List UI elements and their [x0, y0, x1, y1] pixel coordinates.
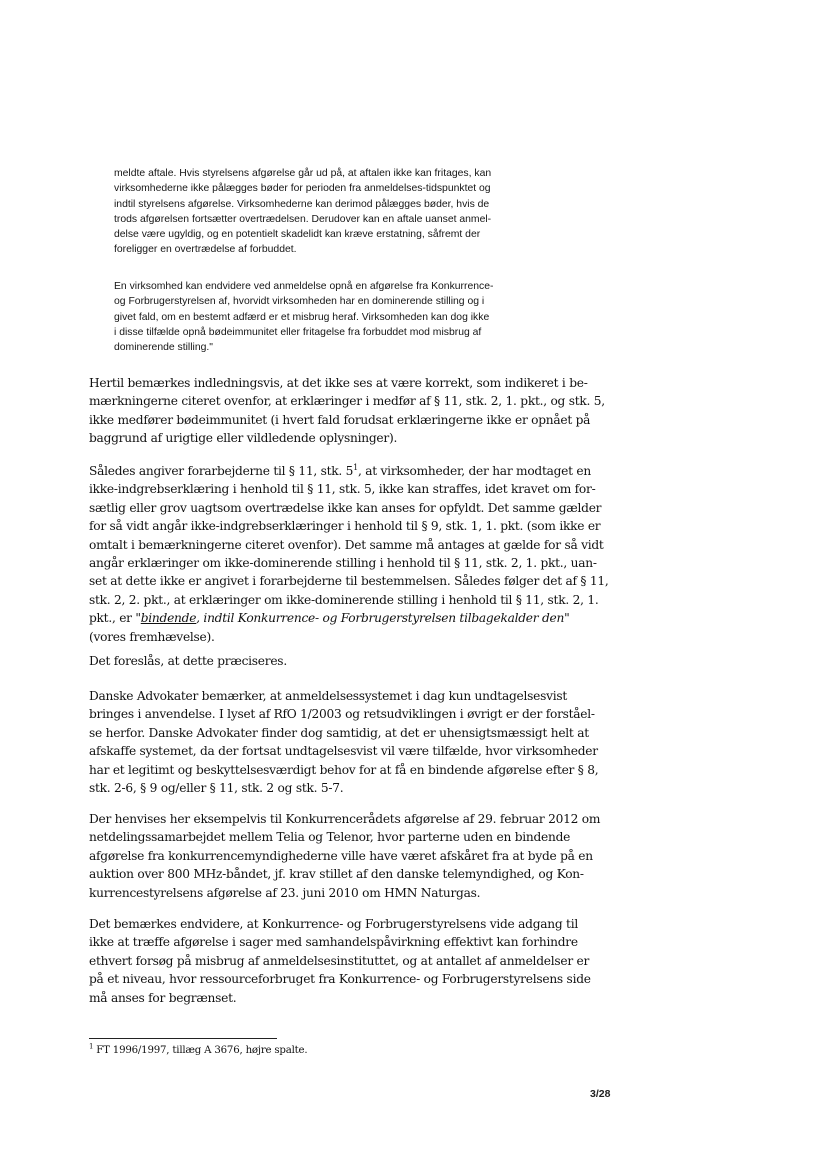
body-line: auktion over 800 MHz-båndet, jf. krav stillet af den danske telemyndighed, og Kon- [89, 867, 584, 882]
body-text: , at virksomheder, der har modtaget en [358, 464, 591, 478]
body-line: ikke-indgrebserklæring i henhold til § 11, stk. 5, ikke kan straffes, idet kravet om for- [89, 482, 596, 497]
body-line: afskaffe systemet, da der fortsat undtagelsesvist vil være tilfælde, hvor virksomheder [89, 744, 598, 759]
body-paragraph-1 [89, 374, 625, 448]
footnote-text: FT 1996/1997, tillæg A 3676, højre spalte. [93, 1045, 308, 1056]
quote-line: dominerende stilling." [114, 342, 213, 354]
body-paragraph-4 [89, 687, 625, 797]
body-line: kurrencestyrelsens afgørelse af 23. juni 2010 om HMN Naturgas. [89, 885, 481, 900]
quote-paragraph-2 [114, 279, 554, 355]
body-line: på et niveau, hvor ressourceforbruget fra Konkurrence- og Forbrugerstyrelsens side [89, 972, 591, 987]
body-line: sætlig eller grov uagtsom overtrædelse ikke kan anses for opfyldt. Det samme gælder [89, 500, 602, 515]
footnote-marker: 1 [89, 1042, 94, 1051]
body-line: angår erklæringer om ikke-dominerende stilling i henhold til § 11, stk. 2, 1. pkt., uan- [89, 556, 597, 571]
body-line: omtalt i bemærkningerne citeret ovenfor). Det samme må antages at gælde for så vidt [89, 537, 604, 552]
body-line: Det foreslås, at dette præciseres. [89, 654, 287, 668]
quote-line: trods afgørelsen fortsætter overtrædelsen. Derudover kan en aftale uanset anmel- [114, 213, 492, 225]
body-line: Der henvises her eksempelvis til Konkurrencerådets afgørelse af 29. februar 2012 om [89, 812, 601, 826]
quote-line: foreligger en overtrædelse af forbuddet. [114, 244, 297, 256]
body-paragraph-3 [89, 652, 625, 670]
quote-line: En virksomhed kan endvidere ved anmeldelse opnå en afgørelse fra Konkurrence- [114, 281, 494, 292]
body-paragraph-5 [89, 810, 625, 902]
emphasized-text: bindende [140, 611, 197, 626]
quote-line: i disse tilfælde opnå bødeimmunitet eller fritagelse fra forbuddet mod misbrug af [114, 326, 482, 338]
body-line: for så vidt angår ikke-indgrebserklæringer i henhold til § 9, stk. 1, 1. pkt. (som ikke er [89, 519, 601, 534]
body-line: ikke medfører bødeimmunitet (i hvert fald forudsat erklæringerne ikke er opnået på [89, 412, 591, 427]
body-line: ikke at træffe afgørelse i sager med samhandelspåvirkning effektivt kan forhindre [89, 935, 578, 950]
body-line: Danske Advokater bemærker, at anmeldelsessystemet i dag kun undtagelsesvist [89, 689, 568, 703]
body-text: pkt., er " [89, 611, 141, 626]
body-line [89, 462, 625, 480]
footnote-reference[interactable]: 1 [353, 462, 358, 472]
body-line: baggrund af urigtige eller vildledende oplysninger). [89, 431, 398, 446]
body-line: (vores fremhævelse). [89, 629, 215, 644]
body-line: Hertil bemærkes indledningsvis, at det ikke ses at være korrekt, som indikeret i be- [89, 376, 588, 390]
body-line: ethvert forsøg på misbrug af anmeldelsesinstituttet, og at antallet af anmeldelser er [89, 953, 590, 968]
quote-line: delse være ugyldig, og en potentielt skadelidt kan kræve erstatning, såfremt der [114, 229, 481, 241]
quote-line: indtil styrelsens afgørelse. Virksomhederne kan derimod pålægges bøder, hvis de [114, 198, 490, 210]
quote-paragraph-1 [114, 166, 554, 258]
body-line: har et legitimt og beskyttelsesværdigt behov for at få en bindende afgørelse efter § 8, [89, 762, 599, 777]
body-line: netdelingssamarbejdet mellem Telia og Telenor, hvor parterne uden en bindende [89, 830, 571, 845]
body-text: " [564, 611, 570, 626]
quote-line: virksomhederne ikke pålægges bøder for perioden fra anmeldelses-tidspunktet og [114, 183, 491, 195]
body-line: afgørelse fra konkurrencemyndighederne ville have været afskåret fra at byde på en [89, 848, 593, 863]
footnote-divider [89, 1038, 277, 1039]
page-number: 3/28 [590, 1088, 611, 1100]
body-line: stk. 2-6, § 9 og/eller § 11, stk. 2 og stk. 5-7. [89, 781, 344, 796]
body-line: stk. 2, 2. pkt., at erklæringer om ikke-dominerende stilling i henhold til § 11, stk. 2, 1. [89, 592, 599, 607]
body-paragraph-6 [89, 915, 625, 1007]
body-text: Således angiver forarbejderne til § 11, stk. 5 [89, 464, 354, 478]
quote-line: og Forbrugerstyrelsen af, hvorvidt virksomheden har en dominerende stilling og i [114, 296, 485, 308]
quote-line: givet fald, om en bestemt adfærd er et misbrug heraf. Virksomheden kan dog ikke [114, 311, 490, 323]
body-line: bringes i anvendelse. I lyset af RfO 1/2003 og retsudviklingen i øvrigt er der forståel- [89, 707, 595, 722]
body-paragraph-2 [89, 462, 625, 646]
italic-text: , indtil Konkurrence- og Forbrugerstyrelsen tilbagekalder den [196, 611, 565, 626]
body-line: set at dette ikke er angivet i forarbejderne til bestemmelsen. Således følger det af § 11, [89, 574, 609, 589]
body-line: Det bemærkes endvidere, at Konkurrence- og Forbrugerstyrelsens vide adgang til [89, 917, 578, 931]
body-line [89, 609, 625, 627]
body-line: se herfor. Danske Advokater finder dog samtidig, at det er uhensigtsmæssigt helt at [89, 725, 589, 740]
body-line: mærkningerne citeret ovenfor, at erklæringer i medfør af § 11, stk. 2, 1. pkt., og stk. 5, [89, 394, 605, 409]
body-line: må anses for begrænset. [89, 990, 237, 1005]
footnote [89, 1044, 307, 1058]
quote-line: meldte aftale. Hvis styrelsens afgørelse går ud på, at aftalen ikke kan fritages, kan [114, 168, 492, 179]
